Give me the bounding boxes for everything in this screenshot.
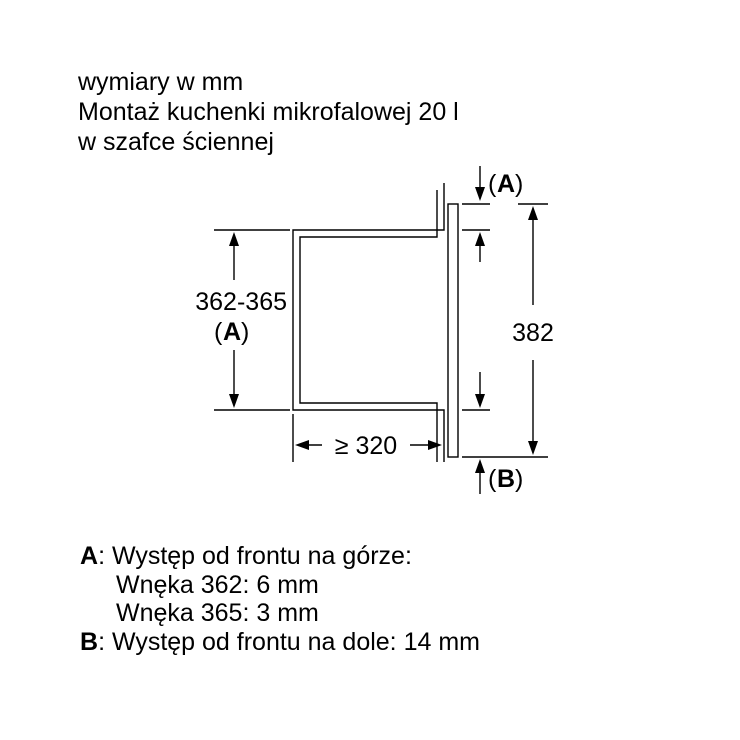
label-bottom-b-open: ( xyxy=(488,465,497,493)
height-arrow-down xyxy=(229,394,239,408)
b-arrow-up xyxy=(475,459,485,473)
depth-arrow-right xyxy=(428,440,442,450)
label-bottom-b: B xyxy=(497,465,516,493)
diagram-title: Montaż kuchenki mikrofalowej 20 l xyxy=(78,98,459,126)
label-top-a-open: ( xyxy=(488,170,497,198)
total-arrow-up xyxy=(528,206,538,220)
height-arrow-up xyxy=(229,232,239,246)
inner-arrow-down xyxy=(475,394,485,408)
legend-b xyxy=(80,628,480,656)
inner-arrow-up xyxy=(475,232,485,246)
legend-a-sub2: Wnęka 365: 3 mm xyxy=(116,599,319,627)
label-bottom-b-close: ) xyxy=(515,465,524,493)
label-left-a: A xyxy=(223,318,242,346)
label-left-a-close: ) xyxy=(241,318,250,346)
cabinet-wall xyxy=(293,183,444,462)
diagram-subtitle: w szafce ściennej xyxy=(78,128,274,156)
label-depth: ≥ 320 xyxy=(334,432,398,460)
legend-a-sub1: Wnęka 362: 6 mm xyxy=(116,571,319,599)
depth-arrow-left xyxy=(295,440,309,450)
microwave-front xyxy=(448,204,458,457)
label-left-a-open: ( xyxy=(214,318,223,346)
label-height: 362-365 xyxy=(195,288,287,316)
total-arrow-down xyxy=(528,441,538,455)
cabinet-wall-inner xyxy=(300,190,437,462)
label-top-a: A xyxy=(497,170,516,198)
legend-a-key: A xyxy=(80,542,99,570)
legend-a xyxy=(80,542,412,570)
label-total: 382 xyxy=(512,319,554,347)
legend-a-text: : Występ od frontu na górze: xyxy=(98,542,412,570)
legend-b-key: B xyxy=(80,628,99,656)
a-arrow-down xyxy=(475,187,485,201)
legend-b-text: : Występ od frontu na dole: 14 mm xyxy=(98,628,480,656)
units-note: wymiary w mm xyxy=(78,68,244,96)
label-top-a-close: ) xyxy=(515,170,524,198)
